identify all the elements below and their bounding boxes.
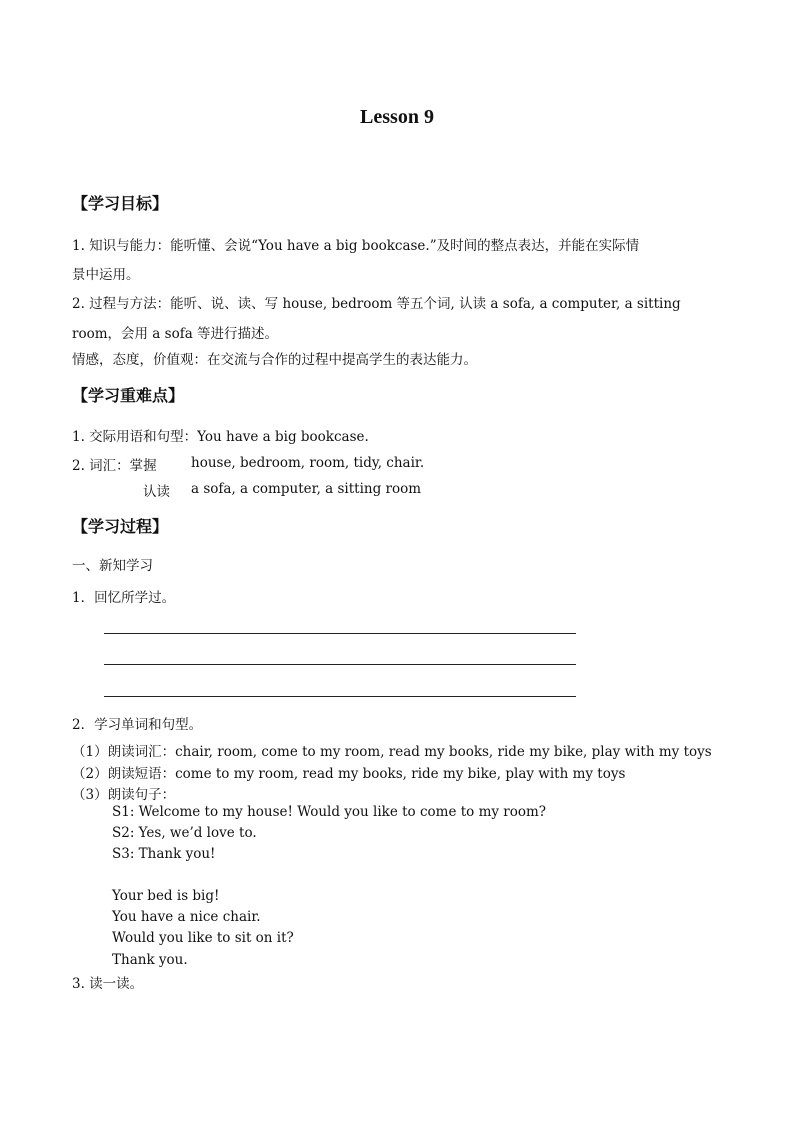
- answer-line: [104, 633, 576, 634]
- read-phrases: （2）朗读短语：come to my room, read my books, ride my bike, play with my toys: [72, 766, 626, 782]
- key-point-2-label: 2. 词汇：掌握: [72, 458, 157, 474]
- answer-line: [104, 664, 576, 665]
- key-point-2-words: house, bedroom, room, tidy, chair.: [191, 455, 425, 471]
- read-sentences-label: （3）朗读句子：: [72, 787, 176, 803]
- key-point-1: 1. 交际用语和句型：You have a big bookcase.: [72, 429, 369, 445]
- objectives-heading: 【学习目标】: [72, 194, 169, 213]
- objective-1-line-2: 景中运用。: [72, 267, 140, 283]
- key-point-3-label: 认读: [143, 484, 170, 500]
- dialogue-line: Thank you.: [112, 952, 188, 968]
- key-point-3-words: a sofa, a computer, a sitting room: [191, 481, 422, 497]
- dialogue-line: S3: Thank you!: [112, 846, 216, 862]
- process-heading: 【学习过程】: [72, 517, 169, 536]
- page-title: Lesson 9: [360, 106, 434, 128]
- process-step-3: 3. 读一读。: [72, 976, 144, 992]
- process-part-1: 一、新知学习: [72, 558, 153, 574]
- dialogue-line: S1: Welcome to my house! Would you like to come to my room?: [112, 804, 547, 820]
- process-step-2: 2．学习单词和句型。: [72, 717, 203, 733]
- key-points-heading: 【学习重难点】: [72, 386, 185, 405]
- process-step-1: 1．回忆所学过。: [72, 590, 176, 606]
- objective-1-line-1: 1. 知识与能力：能听懂、会说“You have a big bookcase.”及时间的整点表达，并能在实际情: [72, 238, 640, 254]
- dialogue-line: S2: Yes, we’d love to.: [112, 825, 257, 841]
- objective-3: 情感，态度，价值观：在交流与合作的过程中提高学生的表达能力。: [72, 352, 477, 368]
- objective-2-line-2: room，会用 a sofa 等进行描述。: [72, 326, 279, 342]
- answer-line: [104, 696, 576, 697]
- dialogue-line: Your bed is big!: [112, 888, 220, 904]
- objective-2-line-1: 2. 过程与方法：能听、说、读、写 house, bedroom 等五个词, 认读 a sofa, a computer, a sitting: [72, 296, 681, 312]
- dialogue-line: You have a nice chair.: [112, 909, 261, 925]
- dialogue-line: Would you like to sit on it?: [112, 930, 294, 946]
- read-words: （1）朗读词汇：chair, room, come to my room, read my books, ride my bike, play with my toys: [72, 744, 712, 760]
